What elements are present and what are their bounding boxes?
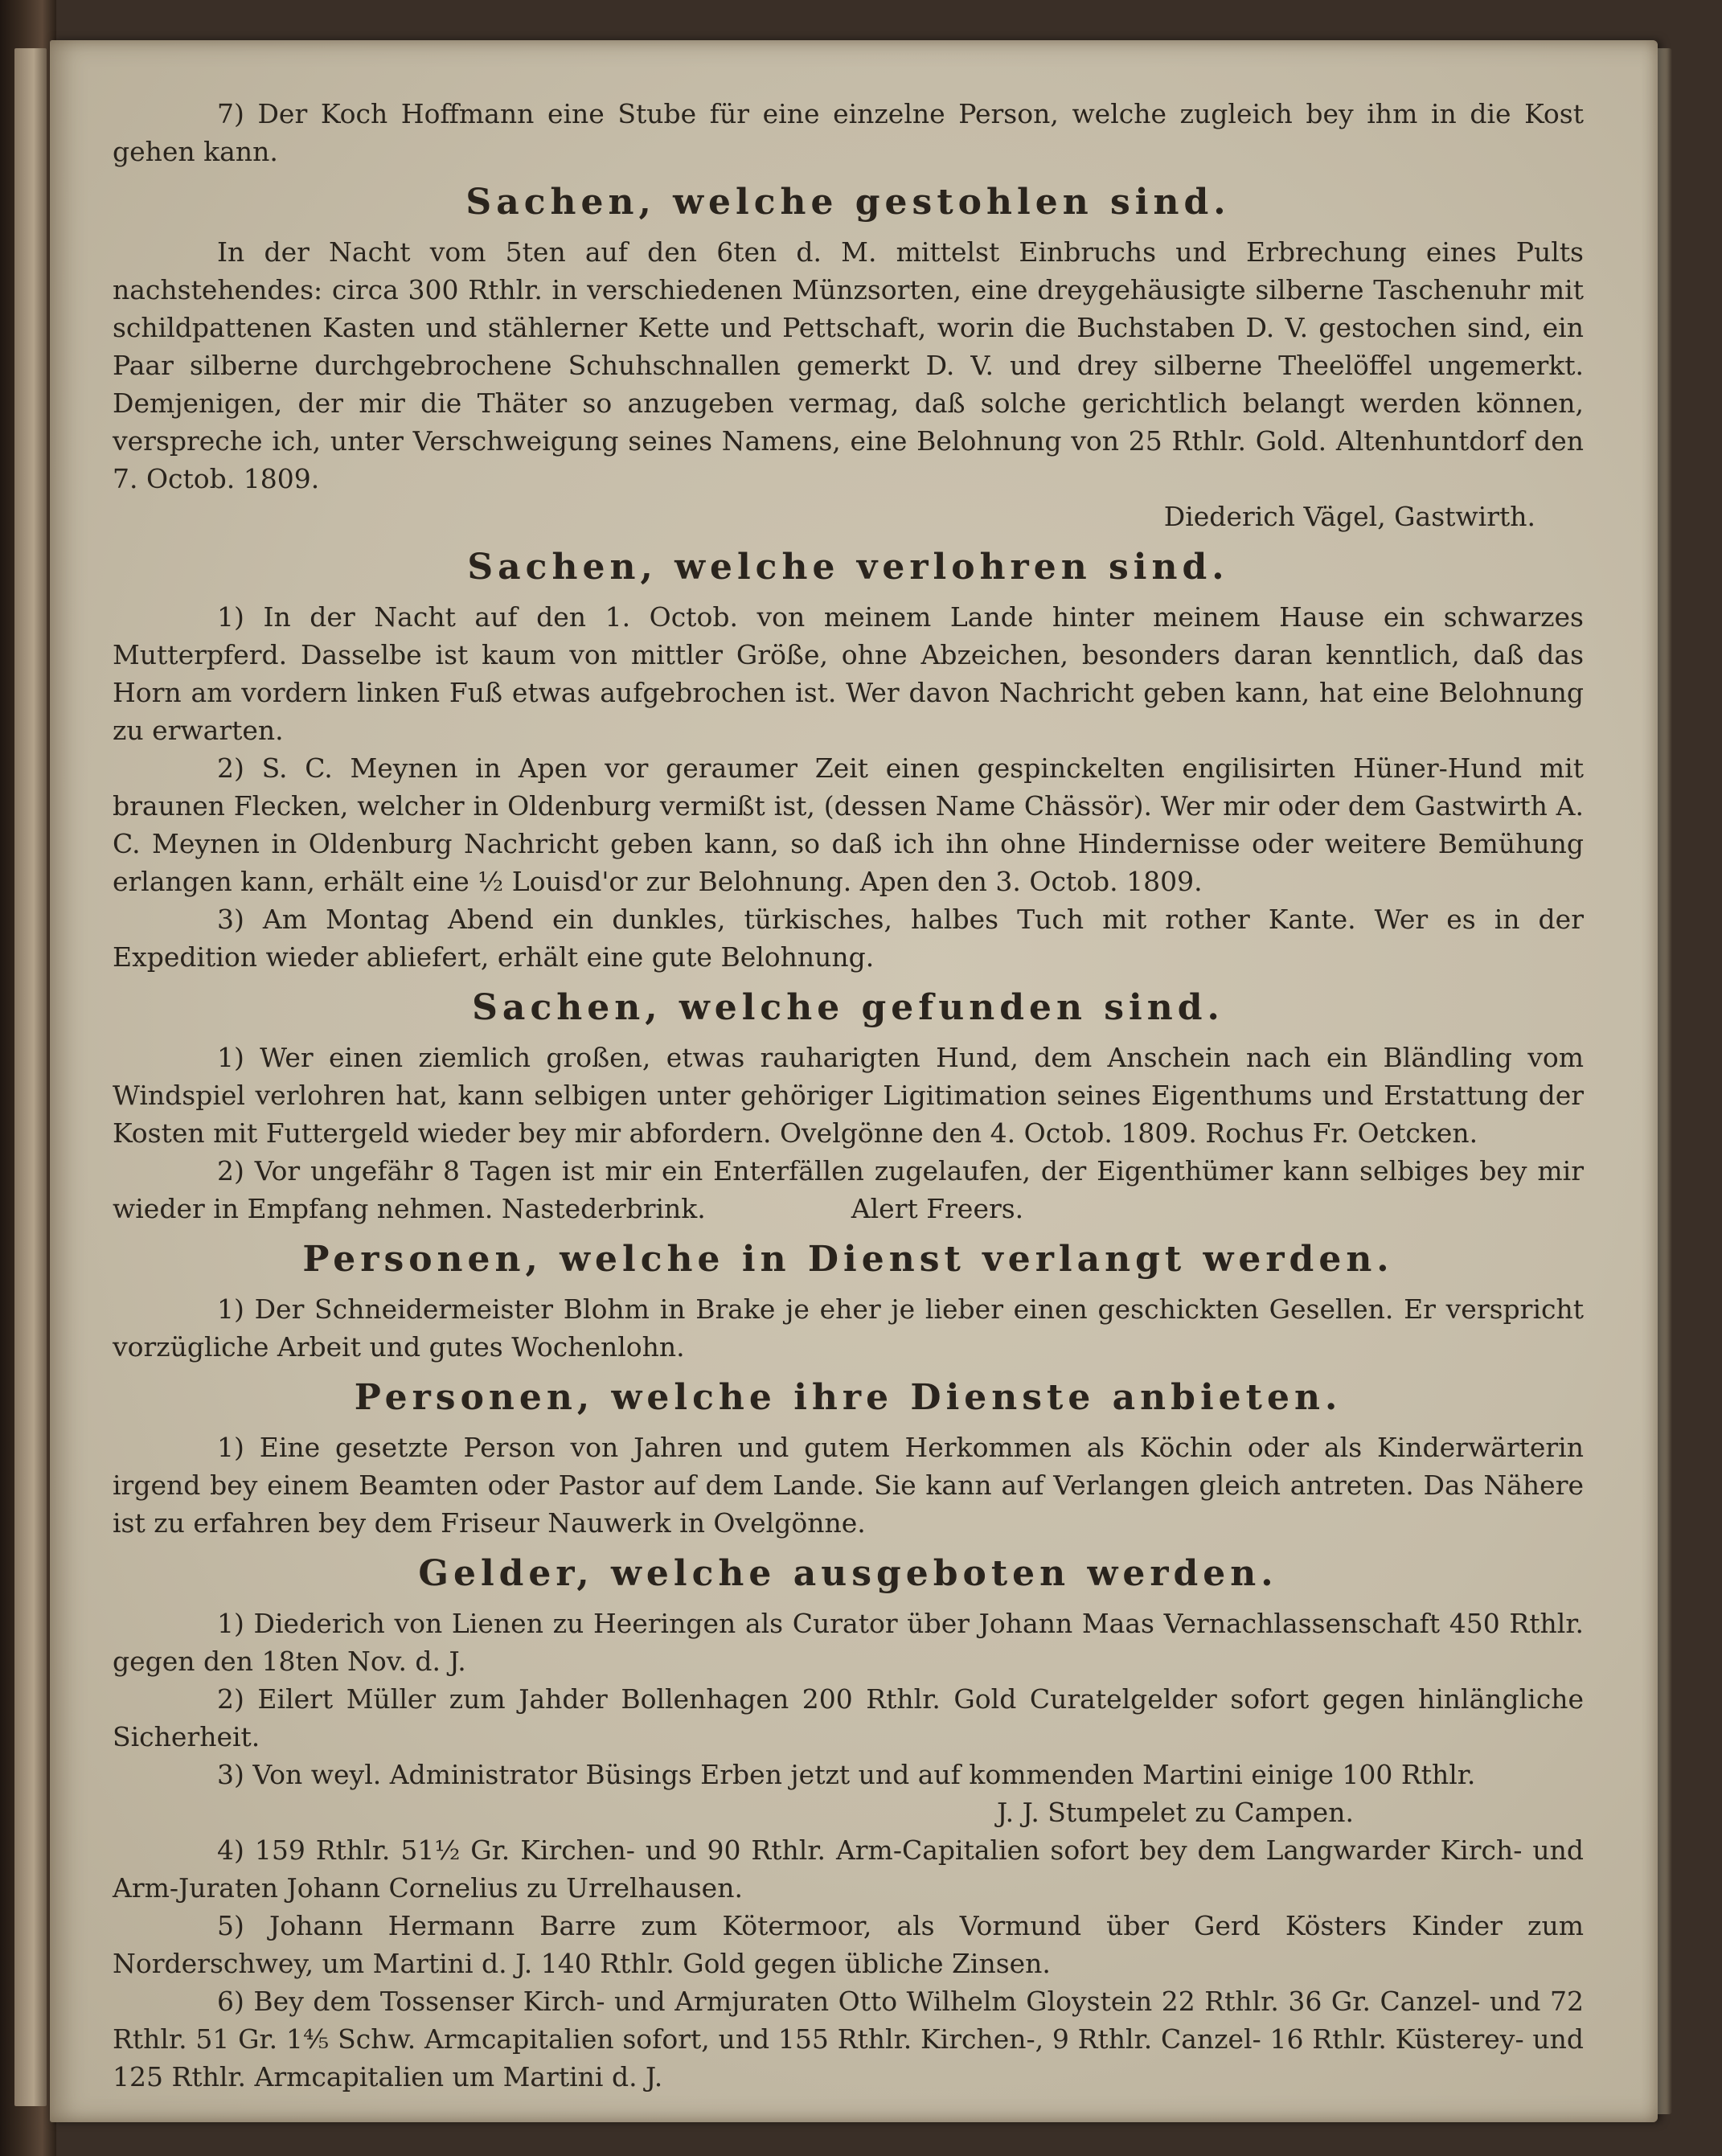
list-item: 1) Eine gesetzte Person von Jahren und gutem Herkommen als Köchin oder als Kinderwärterin irgend bey einem Beamten oder Pastor auf dem Lande. Sie kann auf Verlangen gleich antreten. Das Nähere ist zu erfahren bey dem Friseur Nauwerk in Ovelgönne. (113, 1432, 1584, 1539)
section-heading: Sachen, welche gefunden sind. (472, 987, 1224, 1028)
list-item (113, 1152, 1584, 1228)
section-lost (113, 542, 1584, 976)
list-item: 4) 159 Rthlr. 51½ Gr. Kirchen- und 90 Rthlr. Arm-Capitalien sofort bey dem Langwarder Kirch- und Arm-Juraten Johann Cornelius zu Urrelhausen. (113, 1834, 1584, 1904)
list-item: 1) In der Nacht auf den 1. Octob. von meinem Lande hinter meinem Hause ein schwarzes Mutterpferd. Dasselbe ist kaum von mittler Größe, ohne Abzeichen, besonders daran kenntlich, daß das Horn am vordern linken Fuß etwas aufgebrochen ist. Wer davon Nachricht geben kann, hat eine Belohnung zu erwarten. (113, 601, 1584, 746)
section-stolen (113, 177, 1584, 535)
section-wanted (113, 1234, 1584, 1366)
section-heading: Sachen, welche gestohlen sind. (465, 182, 1231, 223)
list-item: 2) S. C. Meynen in Apen vor geraumer Zeit einen gespinckelten engilisirten Hüner-Hund mit braunen Flecken, welcher in Oldenburg vermißt ist, (dessen Name Chässör). Wer mir oder dem Gastwirth A. C. Meynen in Oldenburg Nachricht geben kann, so daß ich ihn ohne Hindernisse oder weitere Bemühung erlangen kann, erhält eine ½ Louisd'or zur Belohnung. Apen den 3. Octob. 1809. (113, 752, 1584, 897)
section-money (113, 1548, 1584, 2096)
signature: Alert Freers. (851, 1193, 1024, 1224)
list-item: 1) Der Schneidermeister Blohm in Brake je eher je lieber einen geschickten Gesellen. Er verspricht vorzügliche Arbeit und gutes Wochenlohn. (113, 1293, 1584, 1363)
section-heading: Personen, welche in Dienst verlangt werden. (302, 1239, 1394, 1280)
signature: Diederich Vägel, Gastwirth. (1163, 501, 1535, 532)
list-item: 1) Wer einen ziemlich großen, etwas rauharigten Hund, dem Anschein nach ein Bländling vom Windspiel verlohren hat, kann selbigen unter gehöriger Ligitimation seines Eigenthums und Erstattung der Kosten mit Futtergeld wieder bey mir abfordern. Ovelgönne den 4. Octob. 1809. Rochus Fr. Oetcken. (113, 1042, 1584, 1149)
signature: J. J. Stumpelet zu Campen. (997, 1797, 1354, 1828)
list-item: 6) Bey dem Tossenser Kirch- und Armjuraten Otto Wilhelm Gloystein 22 Rthlr. 36 Gr. Canzel- und 72 Rthlr. 51 Gr. 1⅘ Schw. Armcapitalien sofort, und 155 Rthlr. Kirchen-, 9 Rthlr. Canzel- 16 Rthlr. Küsterey- und 125 Rthlr. Armcapitalien um Martini d. J. (113, 1986, 1584, 2092)
section-offered (113, 1372, 1584, 1542)
intro-paragraph: 7) Der Koch Hoffmann eine Stube für eine einzelne Person, welche zugleich bey ihm in die Kost gehen kann. (113, 98, 1584, 167)
section-heading: Sachen, welche verlohren sind. (467, 547, 1229, 588)
previous-page-edge (14, 48, 47, 2106)
list-item: 2) Eilert Müller zum Jahder Bollenhagen 200 Rthlr. Gold Curatelgelder sofort gegen hinlängliche Sicherheit. (113, 1683, 1584, 1752)
section-found (113, 982, 1584, 1228)
list-item: 3) Von weyl. Administrator Büsings Erben jetzt und auf kommenden Martini einige 100 Rthlr. (217, 1759, 1476, 1790)
list-item: In der Nacht vom 5ten auf den 6ten d. M. mittelst Einbruchs und Erbrechung eines Pults nachstehendes: circa 300 Rthlr. in verschiedenen Münzsorten, eine dreygehäusigte silberne Taschenuhr mit schildpattenen Kasten und stählerner Kette und Pettschaft, worin die Buchstaben D. V. gestochen sind, ein Paar silberne durchgebrochene Schuhschnallen gemerkt D. V. und drey silberne Theelöffel ungemerkt. Demjenigen, der mir die Thäter so anzugeben vermag, daß solche gerichtlich belangt werden können, verspreche ich, unter Verschweigung seines Namens, eine Belohnung von 25 Rthlr. Gold. Altenhuntdorf den 7. Octob. 1809. (113, 236, 1584, 494)
section-heading: Personen, welche ihre Dienste anbieten. (354, 1377, 1343, 1418)
page-text (113, 95, 1584, 2096)
list-item: 3) Am Montag Abend ein dunkles, türkisches, halbes Tuch mit rother Kante. Wer es in der Expedition wieder abliefert, erhält eine gute Belohnung. (113, 904, 1584, 973)
section-heading: Gelder, welche ausgeboten werden. (418, 1553, 1278, 1594)
list-item: 5) Johann Hermann Barre zum Kötermoor, als Vormund über Gerd Kösters Kinder zum Norderschwey, um Martini d. J. 140 Rthlr. Gold gegen übliche Zinsen. (113, 1910, 1584, 1979)
entry-text: 2) Vor ungefähr 8 Tagen ist mir ein Enterfällen zugelaufen, der Eigenthümer kann selbiges bey mir wieder in Empfang nehmen. Nastederbrink. (113, 1155, 1584, 1224)
list-item: 1) Diederich von Lienen zu Heeringen als Curator über Johann Maas Vernachlassenschaft 450 Rthlr. gegen den 18ten Nov. d. J. (113, 1608, 1584, 1677)
